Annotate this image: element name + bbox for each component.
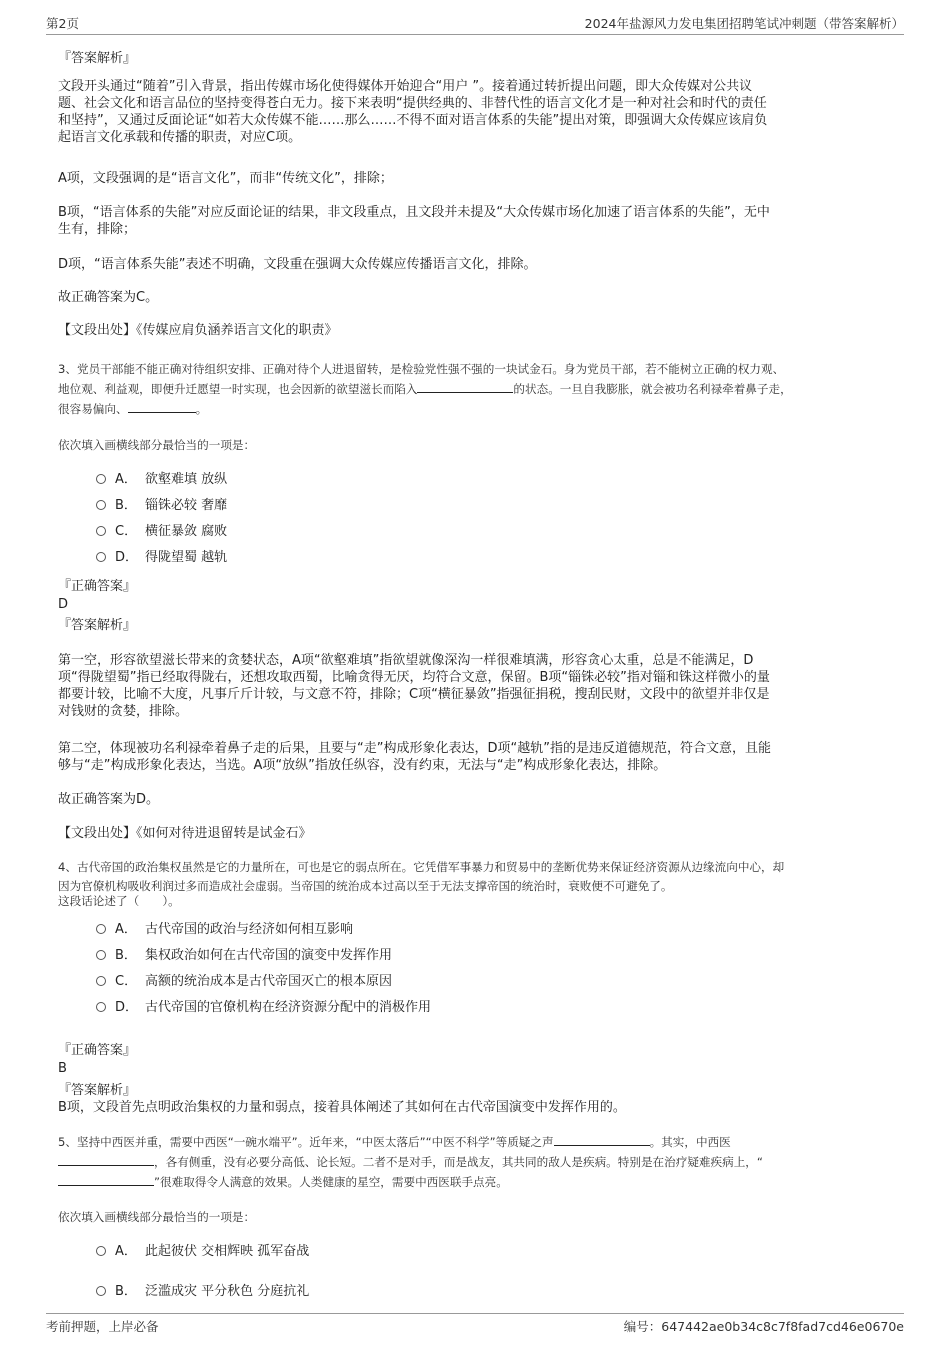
- q3-stem-text: 很容易偏向、: [58, 402, 128, 416]
- q3-source: 【文段出处】《如何对待进退留转是试金石》: [58, 826, 312, 841]
- radio-icon[interactable]: [96, 500, 106, 510]
- radio-icon[interactable]: [96, 552, 106, 562]
- radio-icon[interactable]: [96, 526, 106, 536]
- q5-prompt: 依次填入画横线部分最恰当的一项是：: [58, 1210, 256, 1224]
- q2-note-d: D项，“语言体系失能”表述不明确，文段重在强调大众传媒应传播语言文化，排除。: [58, 257, 537, 272]
- document-code: 编号：647442ae0b34c8c7f8fad7cd46e0670e: [623, 1319, 904, 1334]
- q4-stem: [58, 858, 894, 911]
- radio-icon[interactable]: [96, 1246, 106, 1256]
- page-number: 第2页: [46, 16, 79, 31]
- q3-analysis-1: [58, 652, 894, 720]
- q2-analysis-line: 起语言文化承载和传播的职责，对应C项。: [58, 130, 302, 145]
- q3-stem-text: 的状态。一旦自我膨胀，就会被功名利禄牵着鼻子走，: [513, 382, 792, 396]
- q5-stem-text: ，各有侧重，没有必要分高低、论长短。二者不是对手，而是战友，其共同的敌人是疾病。特别是在治疗疑难疾病上，“: [154, 1155, 763, 1169]
- radio-icon[interactable]: [96, 950, 106, 960]
- q3-analysis-line: 够与“走”构成形象化表达，当选。A项“放纵”指放任纵容，没有约束，无法与“走”构成形象化表达，排除。: [58, 758, 667, 773]
- option-text: 横征暴敛 腐败: [145, 524, 228, 539]
- q2-analysis-label: 『答案解析』: [58, 51, 137, 66]
- option-letter: A．: [115, 472, 137, 487]
- q4-stem-line: 因为官僚机构吸收利润过多而造成社会虚弱。当帝国的统治成本过高以至于无法支撑帝国的统治时，衰败便不可避免了。: [58, 879, 673, 893]
- document-title: 2024年盐源风力发电集团招聘笔试冲刺题（带答案解析）: [584, 16, 904, 31]
- option-letter: C．: [115, 524, 138, 539]
- option-letter: A．: [115, 1244, 137, 1259]
- option-letter: D．: [115, 1000, 139, 1015]
- option-text: 古代帝国的官僚机构在经济资源分配中的消极作用: [145, 1000, 432, 1015]
- q5-stem-text: ”很难取得令人满意的效果。人类健康的星空，需要中西医联手点亮。: [154, 1175, 508, 1189]
- blank-1: [554, 1132, 650, 1146]
- q3-answer-label: 『正确答案』: [58, 579, 137, 594]
- option-text: 此起彼伏 交相辉映 孤军奋战: [145, 1244, 310, 1259]
- page-header: [46, 14, 904, 35]
- q5-option-b[interactable]: [96, 1282, 309, 1302]
- q3-answer: D: [58, 597, 69, 612]
- q3-stem: [58, 360, 894, 419]
- q2-analysis-line: 文段开头通过“随着”引入背景，指出传媒市场化使得媒体开始迎合“用户 ”。接着通过转折提出问题，即大众传媒对公共议: [58, 79, 753, 94]
- q3-analysis-line: 对钱财的贪婪，排除。: [58, 704, 189, 719]
- q5-option-a[interactable]: [96, 1242, 309, 1262]
- q3-stem-text: 。: [195, 402, 208, 416]
- q2-analysis-line: 题、社会文化和语言品位的坚持变得苍白无力。接下来表明“提供经典的、非替代性的语言文化才是一种对社会和时代的责任: [58, 96, 767, 111]
- option-letter: D．: [115, 550, 139, 565]
- q5-stem-line: [58, 1132, 894, 1152]
- q2-analysis: [58, 78, 894, 146]
- option-text: 古代帝国的政治与经济如何相互影响: [145, 922, 354, 937]
- q3-option-d[interactable]: [96, 548, 227, 568]
- q3-analysis-line: 都要计较，比喻不大度，凡事斤斤计较，与文意不符，排除；C项“横征暴敛”指强征捐税，搜刮民财，文段中的欲望并非仅是: [58, 687, 770, 702]
- q4-analysis-label: 『答案解析』: [58, 1083, 137, 1098]
- option-letter: B．: [115, 498, 137, 513]
- q5-stem-line: [58, 1172, 894, 1192]
- q4-option-b[interactable]: [96, 946, 392, 966]
- blank-2: [58, 1152, 154, 1166]
- q4-stem-line: 这段话论述了（ ）。: [58, 894, 180, 908]
- q3-analysis-line: 第二空，体现被功名利禄牵着鼻子走的后果，且要与“走”构成形象化表达，D项“越轨”指的是违反道德规范，符合文意，且能: [58, 741, 771, 756]
- q3-stem-line: [58, 379, 894, 399]
- q4-option-d[interactable]: [96, 998, 431, 1018]
- q3-analysis-2: [58, 740, 894, 774]
- q2-note-b-line: 生有，排除；: [58, 222, 137, 237]
- option-text: 泛滥成灾 平分秋色 分庭抗礼: [145, 1284, 310, 1299]
- q2-note-b: [58, 204, 894, 238]
- q3-stem-line: 3、党员干部能不能正确对待组织安排、正确对待个人进退留转，是检验党性强不强的一块试金石。身为党员干部，若不能树立正确的权力观、: [58, 362, 785, 376]
- q3-analysis-line: 第一空，形容欲望滋长带来的贪婪状态，A项“欲壑难填”指欲望就像深沟一样很难填满，形容贪心太重，总是不能满足，D: [58, 653, 754, 668]
- radio-icon[interactable]: [96, 976, 106, 986]
- option-text: 集权政治如何在古代帝国的演变中发挥作用: [145, 948, 393, 963]
- option-letter: B．: [115, 948, 137, 963]
- radio-icon[interactable]: [96, 1002, 106, 1012]
- q4-answer-label: 『正确答案』: [58, 1043, 137, 1058]
- q3-stem-text: 地位观、利益观，即便升迁愿望一时实现，也会因新的欲望滋长而陷入: [58, 382, 418, 396]
- radio-icon[interactable]: [96, 1286, 106, 1296]
- q3-analysis-line: 项“得陇望蜀”指已经取得陇右，还想攻取西蜀，比喻贪得无厌，均符合文意，保留。B项“锱铢必较”指对锱和铢这样微小的量: [58, 670, 770, 685]
- option-letter: B．: [115, 1284, 137, 1299]
- q2-source: 【文段出处】《传媒应肩负涵养语言文化的职责》: [58, 323, 338, 338]
- option-text: 锱铢必较 奢靡: [145, 498, 228, 513]
- footer-slogan: 考前押题，上岸必备: [46, 1319, 159, 1334]
- q2-conclusion: 故正确答案为C。: [58, 290, 159, 305]
- q4-option-c[interactable]: [96, 972, 392, 992]
- option-letter: A．: [115, 922, 137, 937]
- q5-stem-text: 5、坚持中西医并重，需要中西医“一碗水端平”。近年来，“中医太落后”“中医不科学”等质疑之声: [58, 1135, 554, 1149]
- q4-answer: B: [58, 1061, 67, 1076]
- blank-1: [417, 379, 513, 393]
- option-text: 高额的统治成本是古代帝国灭亡的根本原因: [145, 974, 393, 989]
- q4-analysis: B项，文段首先点明政治集权的力量和弱点，接着具体阐述了其如何在古代帝国演变中发挥作用的。: [58, 1100, 626, 1115]
- q3-option-c[interactable]: [96, 522, 227, 542]
- q5-stem-text: 。其实，中西医: [649, 1135, 731, 1149]
- q3-option-a[interactable]: [96, 470, 227, 490]
- q3-prompt: 依次填入画横线部分最恰当的一项是：: [58, 438, 256, 452]
- option-text: 欲壑难填 放纵: [145, 472, 228, 487]
- q4-stem-line: 4、古代帝国的政治集权虽然是它的力量所在，可也是它的弱点所在。它凭借军事暴力和贸易中的垄断优势来保证经济资源从边缘流向中心，却: [58, 860, 785, 874]
- page-footer: [46, 1313, 904, 1337]
- q5-stem-line: [58, 1152, 894, 1172]
- q3-analysis-label: 『答案解析』: [58, 618, 137, 633]
- radio-icon[interactable]: [96, 924, 106, 934]
- q2-note-a: A项，文段强调的是“语言文化”，而非“传统文化”，排除；: [58, 171, 393, 186]
- q2-analysis-line: 和坚持”，又通过反面论证“如若大众传媒不能……那么……不得不面对语言体系的失能”提出对策，即强调大众传媒应该肩负: [58, 113, 768, 128]
- option-letter: C．: [115, 974, 138, 989]
- option-text: 得陇望蜀 越轨: [145, 550, 228, 565]
- q3-conclusion: 故正确答案为D。: [58, 792, 160, 807]
- radio-icon[interactable]: [96, 474, 106, 484]
- q3-option-b[interactable]: [96, 496, 227, 516]
- q5-stem: [58, 1132, 894, 1192]
- blank-3: [58, 1172, 154, 1186]
- q3-stem-line: [58, 399, 894, 419]
- q2-note-b-line: B项，“语言体系的失能”对应反面论证的结果，非文段重点，且文段并未提及“大众传媒市场化加速了语言体系的失能”，无中: [58, 205, 770, 220]
- blank-2: [128, 399, 196, 413]
- q4-option-a[interactable]: [96, 920, 353, 940]
